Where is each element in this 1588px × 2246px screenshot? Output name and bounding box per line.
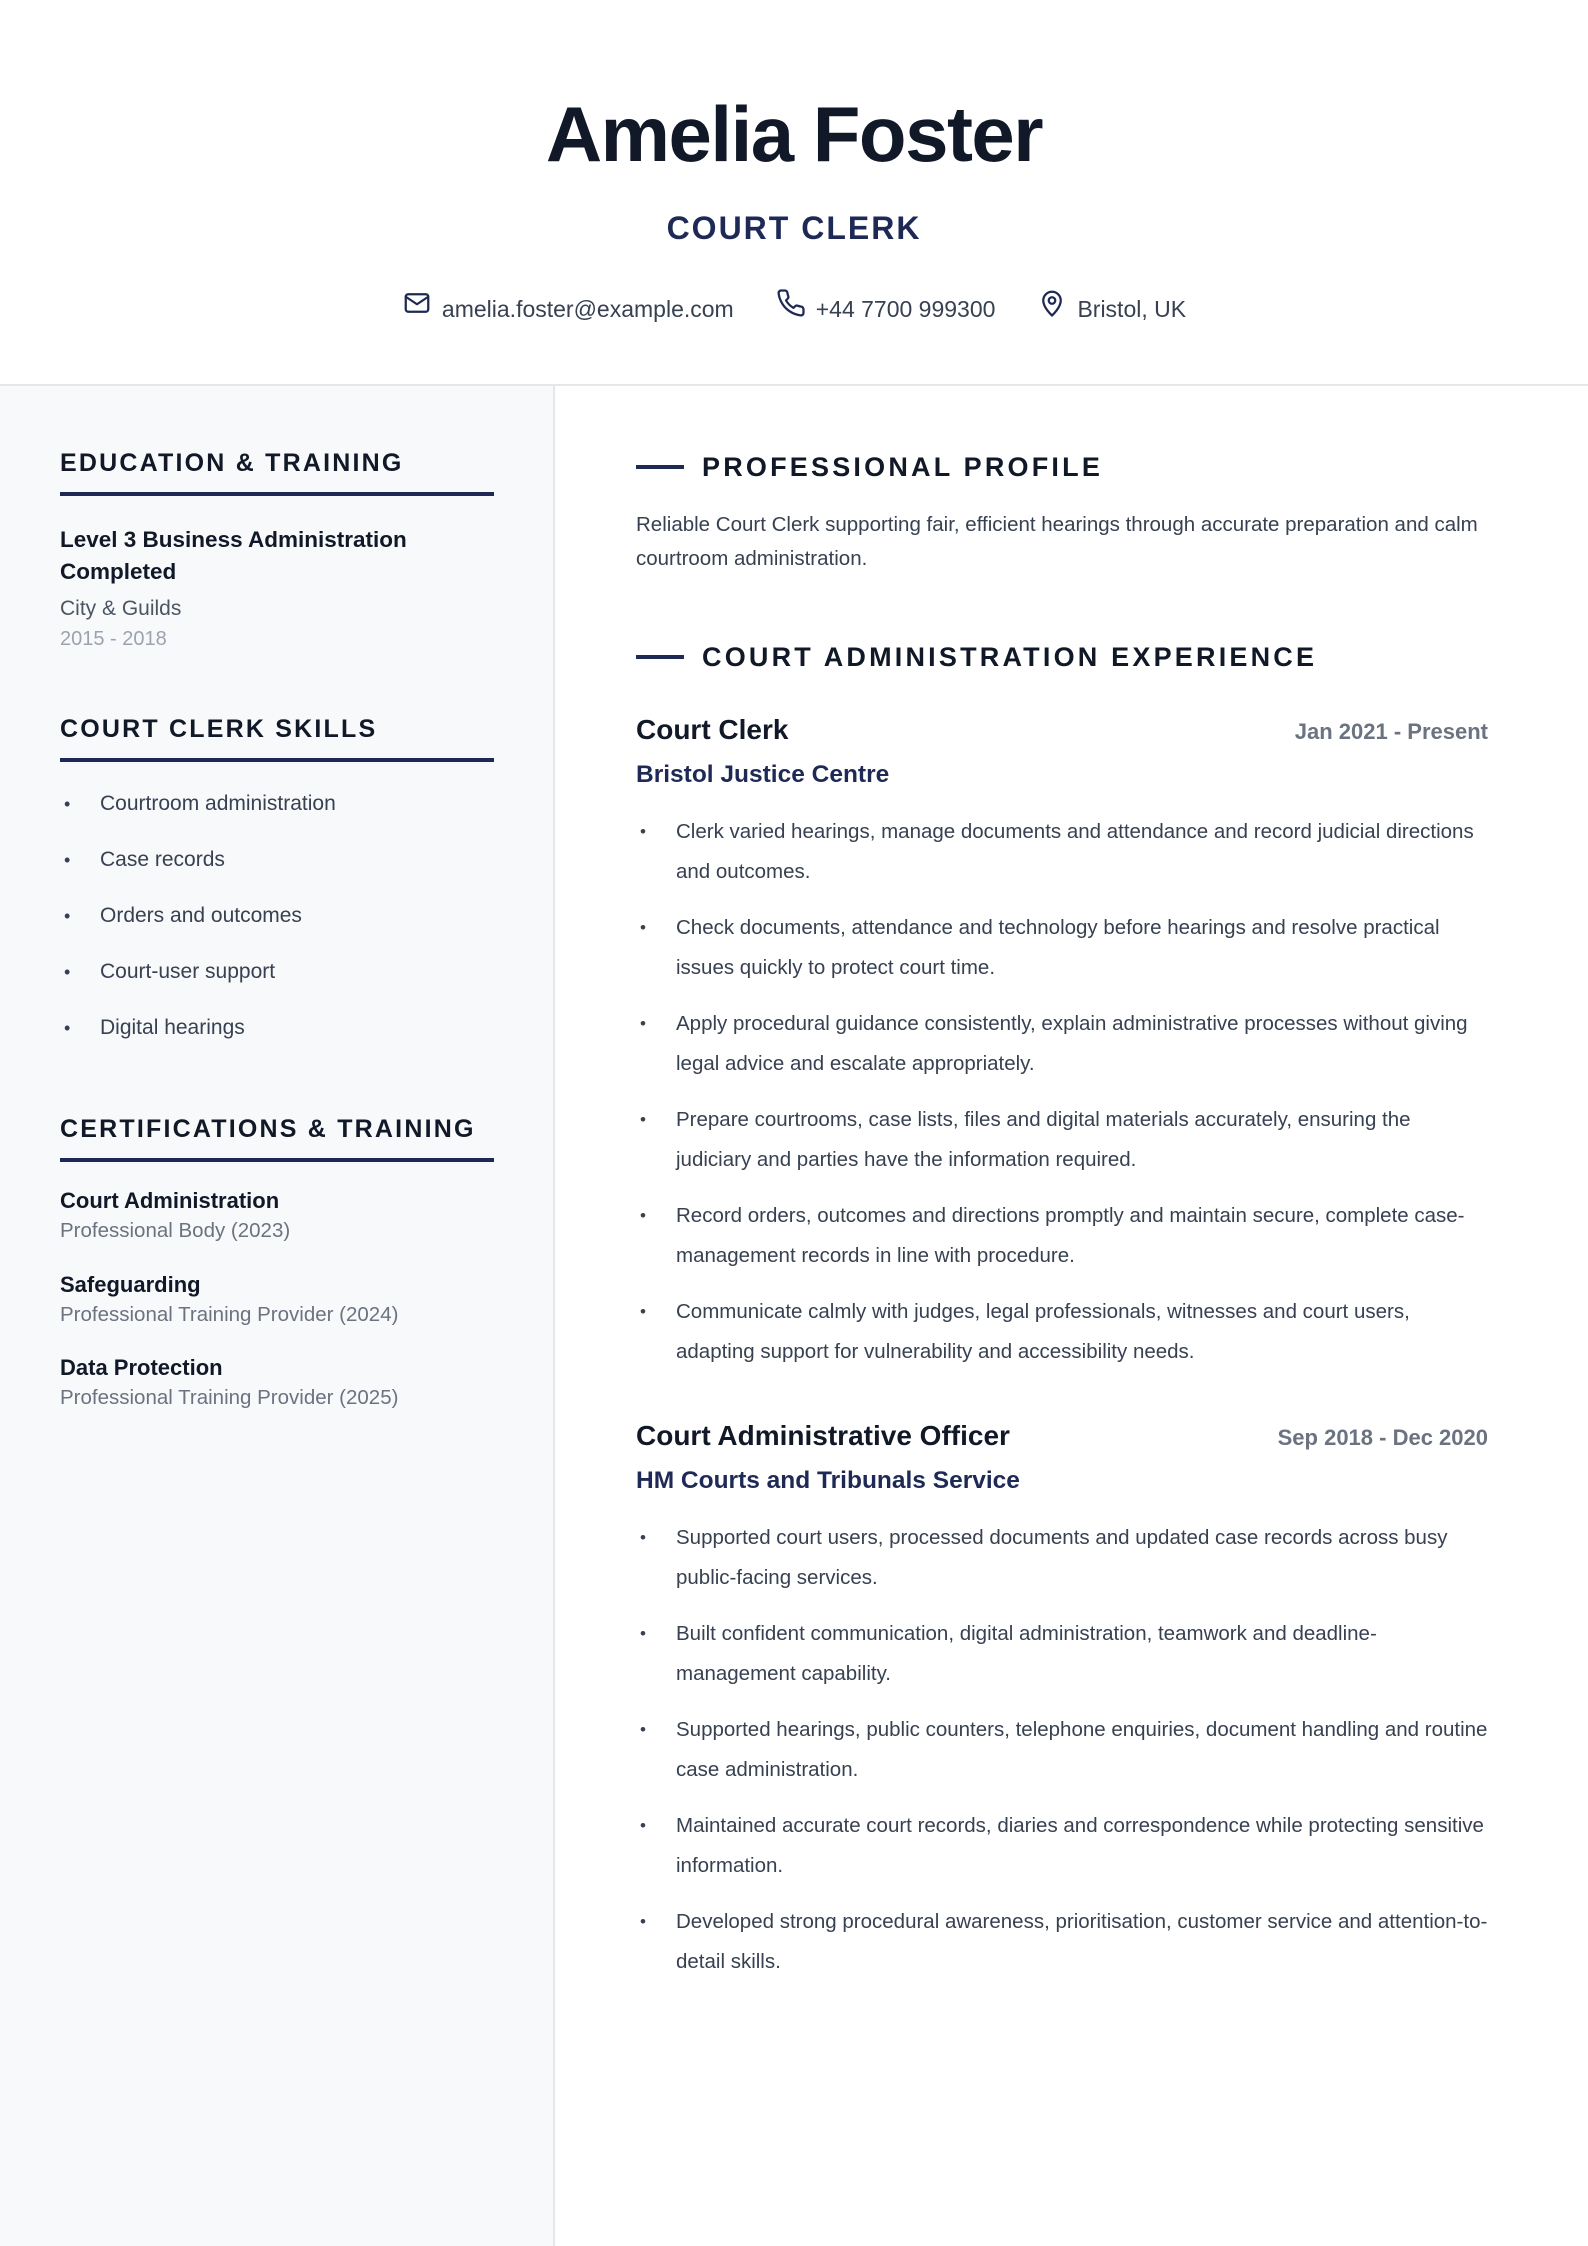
contact-bar — [0, 288, 1588, 330]
certification-item — [60, 1353, 398, 1413]
heading-accent-bar — [636, 655, 684, 659]
job-bullet: • Prepare courtrooms, case lists, files and digital materials accurately, ensuring the judiciary and parties have the information required. — [636, 1100, 1488, 1180]
certification-name: Data Protection — [60, 1355, 223, 1380]
job-title: COURT CLERK — [666, 210, 922, 246]
skill-item: • Digital hearings — [60, 1010, 336, 1066]
certification-org: Professional Body (2023) — [60, 1219, 291, 1242]
job-bullet: • Communicate calmly with judges, legal professionals, witnesses and court users, adapting support for vulnerability and accessibility needs. — [636, 1292, 1488, 1372]
job-entry-org: HM Courts and Tribunals Service — [636, 1467, 1020, 1494]
heading-accent-bar — [636, 465, 684, 469]
job-bullet: • Supported court users, processed documents and updated case records across busy public-facing services. — [636, 1518, 1488, 1598]
skill-item: • Orders and outcomes — [60, 898, 336, 954]
job-bullet: • Maintained accurate court records, diaries and correspondence while protecting sensitive information. — [636, 1806, 1488, 1886]
certifications-heading: CERTIFICATIONS & TRAINING — [60, 1114, 494, 1162]
mail-icon — [402, 288, 432, 330]
job-bullet: • Developed strong procedural awareness, prioritisation, customer service and attention-to-detail skills. — [636, 1902, 1488, 1982]
job-entry-title: Court Clerk — [636, 714, 789, 745]
education-years: 2015 - 2018 — [60, 628, 167, 650]
experience-heading — [636, 640, 1317, 674]
certification-name: Safeguarding — [60, 1272, 201, 1297]
experience-heading-text: COURT ADMINISTRATION EXPERIENCE — [702, 642, 1318, 672]
job-bullet: • Clerk varied hearings, manage documents and attendance and record judicial directions and outcomes. — [636, 812, 1488, 892]
certification-name: Court Administration — [60, 1188, 280, 1213]
candidate-name: Amelia Foster — [545, 90, 1043, 178]
location-text: Bristol, UK — [1077, 296, 1187, 322]
email-text: amelia.foster@example.com — [441, 296, 734, 322]
education-heading: EDUCATION & TRAINING — [60, 448, 494, 496]
job-bullet: • Supported hearings, public counters, telephone enquiries, document handling and routine case administration. — [636, 1710, 1488, 1790]
job-bullet: • Record orders, outcomes and directions promptly and maintain secure, complete case-management records in line with procedure. — [636, 1196, 1488, 1276]
resume-header — [0, 0, 1588, 386]
job-bullet: • Check documents, attendance and technology before hearings and resolve practical issues quickly to protect court time. — [636, 908, 1488, 988]
job-bullets — [636, 812, 1488, 1388]
job-bullet: • Built confident communication, digital administration, teamwork and deadline-management capability. — [636, 1614, 1488, 1694]
contact-phone[interactable] — [776, 288, 996, 330]
skills-list — [60, 786, 336, 1066]
education-school: City & Guilds — [60, 597, 182, 620]
certification-org: Professional Training Provider (2025) — [60, 1386, 399, 1409]
job-entry-dates: Sep 2018 - Dec 2020 — [1277, 1425, 1488, 1450]
map-pin-icon — [1037, 288, 1067, 330]
certification-org: Professional Training Provider (2024) — [60, 1303, 399, 1326]
job-entry-org: Bristol Justice Centre — [636, 761, 890, 788]
skill-item: • Court-user support — [60, 954, 336, 1010]
contact-location — [1037, 288, 1186, 330]
certification-item — [60, 1270, 398, 1330]
education-degree: Level 3 Business Administration Completed — [60, 527, 407, 584]
job-entry-title: Court Administrative Officer — [636, 1420, 1010, 1451]
profile-heading-text: PROFESSIONAL PROFILE — [702, 452, 1104, 482]
job-entry-dates: Jan 2021 - Present — [1294, 719, 1488, 744]
profile-heading — [636, 450, 1103, 484]
sidebar — [0, 386, 555, 2246]
skills-heading: COURT CLERK SKILLS — [60, 714, 494, 762]
phone-text: +44 7700 999300 — [815, 296, 996, 322]
skill-item: • Courtroom administration — [60, 786, 336, 842]
main-content — [556, 386, 1588, 2246]
profile-text: Reliable Court Clerk supporting fair, efficient hearings through accurate preparation and calm courtroom administration. — [636, 513, 1478, 570]
job-bullet: • Apply procedural guidance consistently, explain administrative processes without giving legal advice and escalate appropriately. — [636, 1004, 1488, 1084]
contact-email[interactable] — [402, 288, 734, 330]
certification-item — [60, 1186, 290, 1246]
skill-item: • Case records — [60, 842, 336, 898]
job-bullets — [636, 1518, 1488, 1998]
phone-icon — [776, 288, 806, 330]
